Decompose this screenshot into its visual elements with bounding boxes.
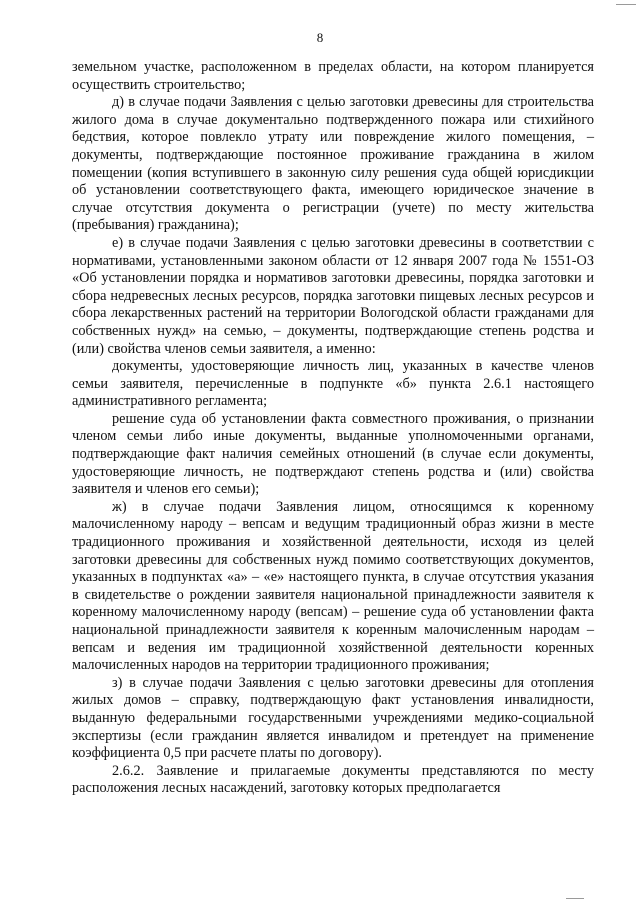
paragraph-item-zh: ж) в случае подачи Заявления лицом, относящимся к коренному малочисленному народу – вепсам и ведущим традиционный образ жизни в месте традиционного проживания и хозяйственной деятельности, исходя из целей заготовки древесины для собственных нужд помимо соответствующих документов, указанных в подпунктах «а» – «е» настоящего пункта, в случае отсутствия указания в свидетельстве о рождении заявителя национальной принадлежности заявителя к коренному малочисленному народу (вепсам) – решение суда об установлении факта национальной принадлежности заявителя к коренным малочисленным народам – вепсам и ведения им традиционной хозяйственной деятельности коренных малочисленных народов на территории традиционного проживания; xyxy=(72,498,594,674)
paragraph-item-e: е) в случае подачи Заявления с целью заготовки древесины в соответствии с нормативами, установленными законом области от 12 января 2007 года № 1551-ОЗ «Об установлении порядка и нормативов заготовки древесины, порядка заготовки и сбора недревесных лесных ресурсов, порядка заготовки пищевых лесных ресурсов и сбора лекарственных растений на территории Вологодской области гражданами для собственных нужд» на семью, – документы, подтверждающие степень родства и (или) свойства членов семьи заявителя, а именно: xyxy=(72,234,594,357)
paragraph-court-decision: решение суда об установлении факта совместного проживания, о признании членом семьи либо иные документы, выданные уполномоченными органами, подтверждающие факт наличия семейных отношений (в случае если документы, удостоверяющие личность, не подтверждают степень родства и (или) свойства заявителя и членов его семьи); xyxy=(72,410,594,498)
page-number: 8 xyxy=(316,30,324,45)
scan-mark-bottom-right xyxy=(566,898,584,899)
scan-mark-top-right xyxy=(616,4,636,5)
document-body xyxy=(72,59,594,798)
paragraph-continuation: земельном участке, расположенном в пределах области, на котором планируется осуществить строительство; xyxy=(72,59,594,93)
paragraph-item-d: д) в случае подачи Заявления с целью заготовки древесины для строительства жилого дома в случае документально подтвержденного пожара или стихийного бедствия, которое повлекло утрату или повреждение жилого помещения, – документы, подтверждающие постоянное проживание гражданина в жилом помещении (копия вступившего в законную силу решения суда общей юрисдикции об установлении соответствующего факта, имеющего юридическое значение в случае отсутствия документа о регистрации (учете) по месту жительства (пребывания) гражданина); xyxy=(72,94,594,234)
paragraph-2-6-2: 2.6.2. Заявление и прилагаемые документы представляются по месту расположения лесных насаждений, заготовку которых предполагается xyxy=(72,762,594,797)
paragraph-item-z: з) в случае подачи Заявления с целью заготовки древесины для отопления жилых домов – справку, подтверждающую факт установления инвалидности, выданную федеральными государственными учреждениями медико-социальной экспертизы (если гражданин является инвалидом и претендует на применение коэффициента 0,5 при расчете платы по договору). xyxy=(72,674,594,762)
paragraph-identity-documents: документы, удостоверяющие личность лиц, указанных в качестве членов семьи заявителя, перечисленные в подпункте «б» пункта 2.6.1 настоящего административного регламента; xyxy=(72,358,594,410)
